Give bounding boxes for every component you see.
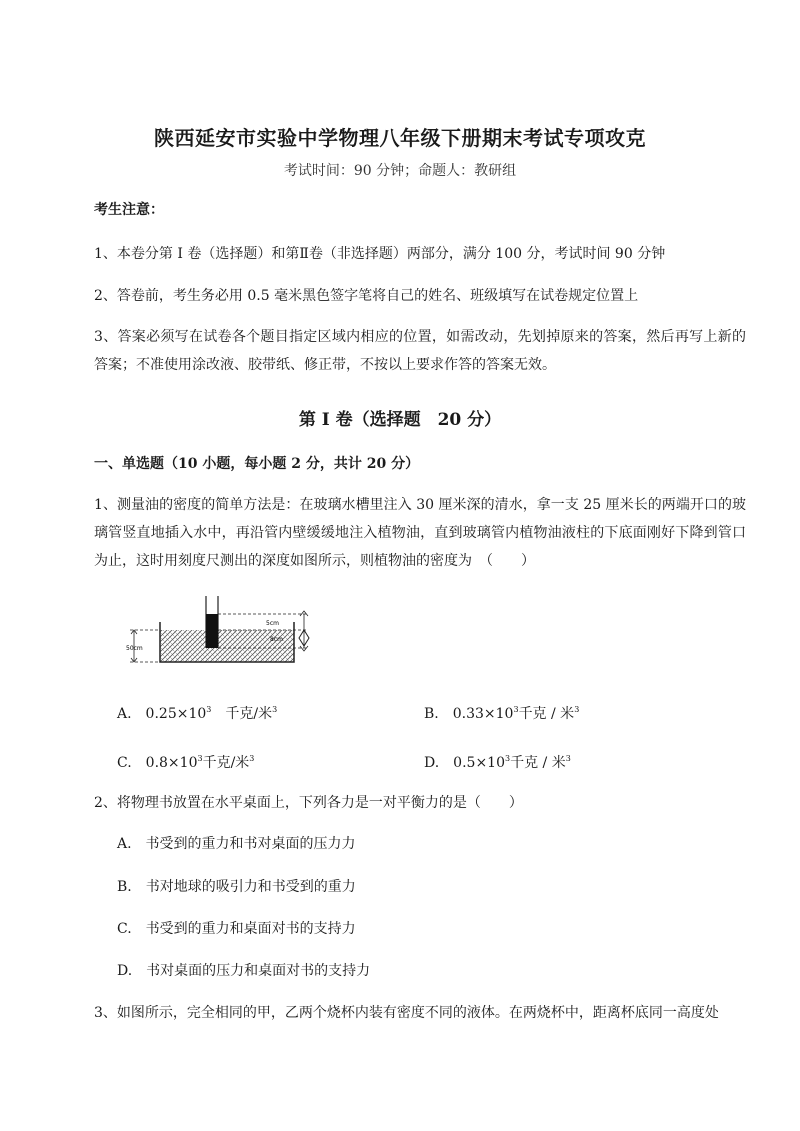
question-1-option-b[interactable]: B. $0.33\times 10^3$千克 / 米$^3$ bbox=[424, 705, 580, 722]
notice-item-1: 1、本卷分第 I 卷（选择题）和第Ⅱ卷（非选择题）两部分，满分 100 分，考试时间 90 分钟 bbox=[94, 246, 666, 262]
part-heading: 一、单选题（10 小题，每小题 2 分，共计 20 分） bbox=[94, 456, 420, 472]
question-2-option-b[interactable]: B. 书对地球的吸引力和书受到的重力 bbox=[117, 879, 356, 895]
label-5cm: 5cm bbox=[266, 620, 279, 627]
question-2-option-a[interactable]: A. 书受到的重力和书对桌面的压力力 bbox=[117, 836, 356, 852]
notice-item-2: 2、答卷前，考生务必用 0.5 毫米黑色签字笔将自己的姓名、班级填写在试卷规定位置上 bbox=[94, 288, 639, 304]
oil-column bbox=[206, 614, 218, 648]
page-title: 陕西延安市实验中学物理八年级下册期末考试专项攻克 bbox=[154, 126, 646, 150]
section-title: 第 I 卷（选择题 20 分） bbox=[298, 410, 502, 430]
water-region bbox=[160, 630, 294, 662]
question-1-option-a[interactable]: A. $0.25\times 10^3$ 千克/米$^3$ bbox=[117, 705, 278, 722]
question-2-stem: 2、将物理书放置在水平桌面上，下列各力是一对平衡力的是（ ） bbox=[94, 795, 523, 811]
question-1-figure bbox=[120, 592, 330, 670]
label-8cm: 8cm bbox=[270, 636, 283, 643]
exam-info: 考试时间：90 分钟；命题人：教研组 bbox=[283, 163, 517, 179]
notice-heading: 考生注意： bbox=[94, 202, 164, 218]
question-3-stem: 3、如图所示，完全相同的甲，乙两个烧杯内装有密度不同的液体。在两烧杯中，距离杯底同一高度处 bbox=[94, 1005, 719, 1021]
label-50cm: 50cm bbox=[126, 645, 143, 652]
question-2-option-c[interactable]: C. 书受到的重力和桌面对书的支持力 bbox=[117, 921, 356, 937]
question-2-option-d[interactable]: D. 书对桌面的压力和桌面对书的支持力 bbox=[117, 963, 371, 979]
notice-item-3: 3、答案必须写在试卷各个题目指定区域内相应的位置，如需改动，先划掉原来的答案，然后再写上新的答案；不准使用涂改液、胶带纸、修正带，不按以上要求作答的答案无效。 bbox=[94, 329, 746, 373]
question-1-option-d[interactable]: D. $0.5\times 10^3$千克 / 米$^3$ bbox=[424, 754, 571, 771]
question-1-option-c[interactable]: C. $0.8\times 10^3$千克/米$^3$ bbox=[117, 754, 255, 771]
question-1-stem: 1、测量油的密度的简单方法是：在玻璃水槽里注入 30 厘米深的清水，拿一支 25 厘米长的两端开口的玻璃管竖直地插入水中，再沿管内壁缓缓地注入植物油，直到玻璃管内植物油液柱的下底面刚好下降到管口为止，这时用刻度尺测出的深度如图所示，则植物油的密度为 （ ） bbox=[94, 497, 746, 569]
